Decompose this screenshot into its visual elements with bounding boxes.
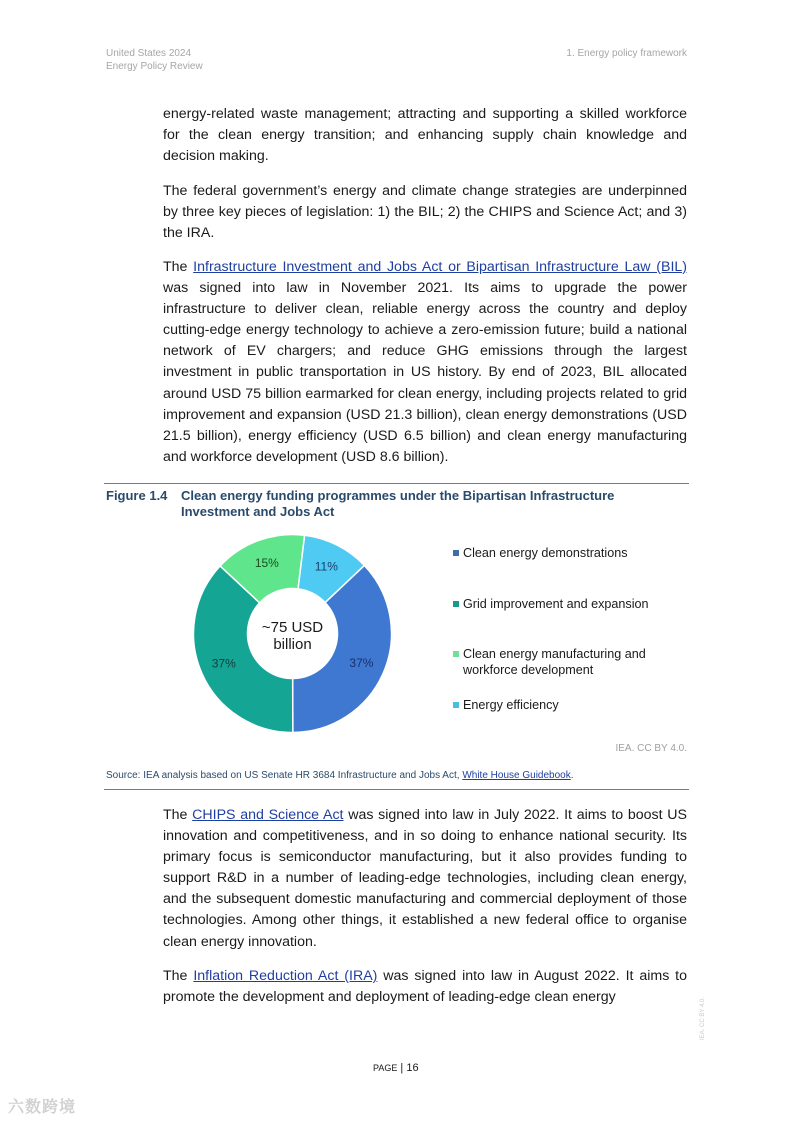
slice-value-label: 37% xyxy=(211,656,236,671)
donut-center-label-line1: ~75 USD xyxy=(261,619,324,636)
legend-item-grid: Grid improvement and expansion xyxy=(453,596,649,612)
figure-caption: Clean energy funding programmes under the Bipartisan Infrastructure Investment and Jobs Act xyxy=(181,488,615,519)
ira-link[interactable]: Inflation Reduction Act (IRA) xyxy=(193,968,378,984)
report-country-year: United States 2024 xyxy=(106,48,192,59)
donut-center-label-line2: billion xyxy=(273,636,312,653)
figure-title xyxy=(106,488,686,520)
legend-swatch xyxy=(453,601,459,607)
report-title: Energy Policy Review xyxy=(106,61,203,72)
page-word: PAGE xyxy=(373,1063,398,1073)
legend-item-demonstrations: Clean energy demonstrations xyxy=(453,545,628,561)
figure-source: Source: IEA analysis based on US Senate HR 3684 Infrastructure and Jobs Act, White House Guidebook. xyxy=(106,770,574,781)
paragraph-2: The federal government’s energy and climate change strategies are underpinned by three key pieces of legislation: 1) the BIL; 2) the CHIPS and Science Act; and 3) the IRA. xyxy=(163,183,687,242)
figure-license-credit: IEA. CC BY 4.0. xyxy=(615,743,687,754)
paragraph-chips: The CHIPS and Science Act was signed into law in July 2022. It aims to boost US innovation and competitiveness, and in so doing to enhance national security. Its primary focus is semiconductor manufacturing, but it also provides funding to support R&D in a number of leading-edge technologies, including clean energy, and the subsequent domestic manufacturing and commercial deployment of those technologies. Among other things, it established a new federal office to organise clean energy innovation. xyxy=(163,807,688,950)
donut-chart xyxy=(192,533,393,734)
legend-item-manufacturing: Clean energy manufacturing and workforce development xyxy=(453,646,668,678)
figure-number: Figure 1.4 xyxy=(106,488,168,503)
white-house-guidebook-link[interactable]: White House Guidebook xyxy=(462,770,571,781)
page-number: PAGE | 16 xyxy=(373,1062,419,1074)
figure-bottom-rule xyxy=(104,789,689,790)
legend-swatch xyxy=(453,702,459,708)
paragraph-1: energy-related waste management; attracting and supporting a skilled workforce for the clean energy transition; and enhancing supply chain knowledge and decision making. xyxy=(163,106,687,165)
slice-value-label: 11% xyxy=(314,559,338,574)
watermark: 六数跨境 xyxy=(8,1099,77,1116)
slice-value-label: 15% xyxy=(254,556,279,571)
legend-swatch xyxy=(453,651,459,657)
running-header-left xyxy=(106,47,203,73)
running-header-chapter: 1. Energy policy framework xyxy=(566,48,687,59)
chips-act-link[interactable]: CHIPS and Science Act xyxy=(192,807,344,823)
legend-item-efficiency: Energy efficiency xyxy=(453,697,559,713)
slice-value-label: 37% xyxy=(349,656,374,671)
legend-swatch xyxy=(453,550,459,556)
paragraph-bil: The Infrastructure Investment and Jobs Act or Bipartisan Infrastructure Law (BIL) was signed into law in November 2021. Its aims to upgrade the power infrastructure to deliver clean, reliable energy across the country and deploy cutting-edge energy technology to achieve a zero-emission future; build a national network of EV chargers; and reduce GHG emissions through the largest investment in public transportation in US history. By end of 2023, BIL allocated around USD 75 billion earmarked for clean energy, including projects related to grid improvement and expansion (USD 21.3 billion), clean energy demonstrations (USD 21.5 billion), energy efficiency (USD 6.5 billion) and clean energy manufacturing and workforce development (USD 8.6 billion). xyxy=(163,259,688,465)
side-license-text: IEA. CC BY 4.0. xyxy=(700,997,706,1040)
bil-link[interactable]: Infrastructure Investment and Jobs Act or Bipartisan Infrastructure Law (BIL) xyxy=(193,259,688,275)
paragraph-ira: The Inflation Reduction Act (IRA) was signed into law in August 2022. It aims to promote the development and deployment of leading-edge clean energy xyxy=(163,968,688,1006)
figure-top-rule xyxy=(104,483,689,484)
